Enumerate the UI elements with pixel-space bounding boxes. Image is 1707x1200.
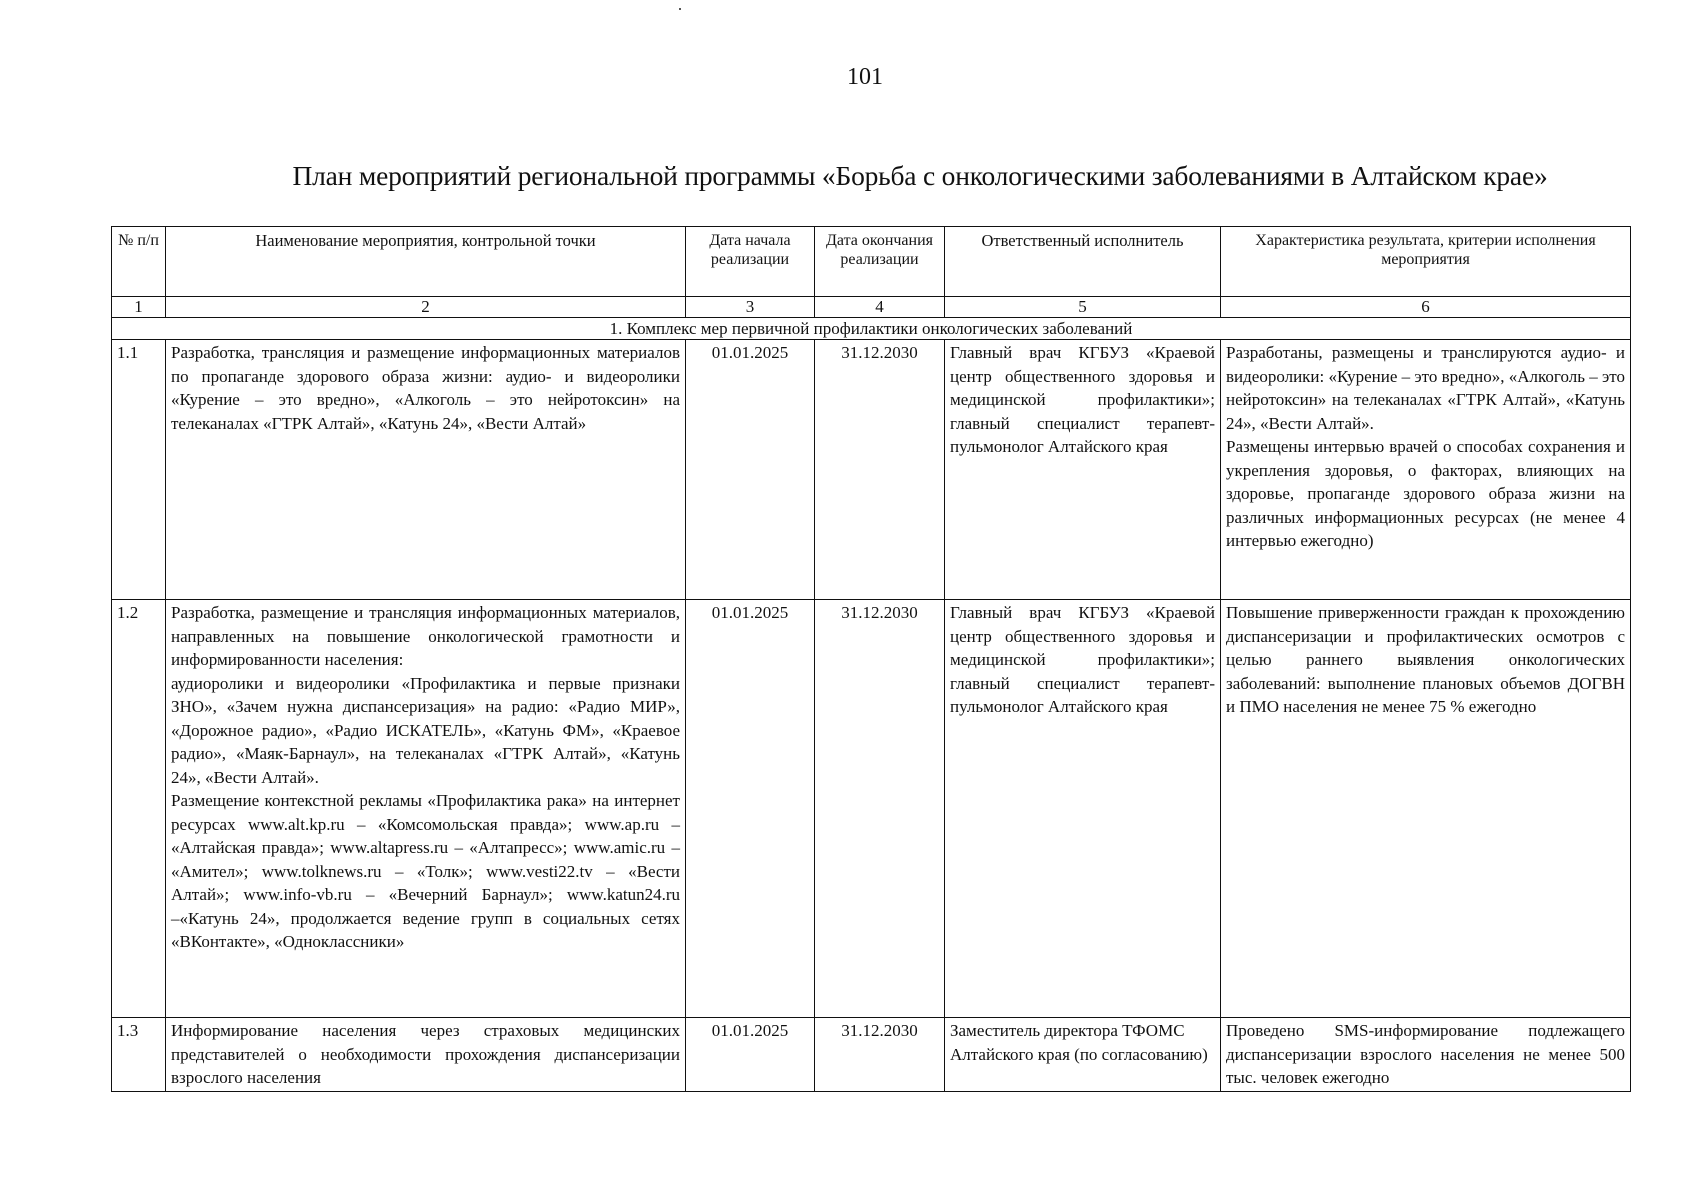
row-number: 1.2	[112, 600, 166, 1018]
table-row	[112, 340, 1631, 600]
start-date: 01.01.2025	[686, 1018, 815, 1092]
column-number: 3	[686, 297, 815, 318]
table-header-row	[112, 227, 1631, 297]
column-number: 5	[945, 297, 1221, 318]
header-num: № п/п	[112, 227, 166, 297]
result-paragraph: Размещены интервью врачей о способах сохранения и укрепления здоровья, о факторах, влияющих на здоровье, пропаганде здорового образа жизни на различных информационных ресурсах (не менее 4 интервью ежегодно)	[1226, 437, 1625, 550]
row-number: 1.1	[112, 340, 166, 600]
table-row	[112, 1018, 1631, 1092]
row-number: 1.3	[112, 1018, 166, 1092]
column-number-row	[112, 297, 1631, 318]
section-title: 1. Комплекс мер первичной профилактики онкологических заболеваний	[112, 318, 1631, 340]
end-date: 31.12.2030	[815, 600, 945, 1018]
column-number: 6	[1221, 297, 1631, 318]
end-date: 31.12.2030	[815, 1018, 945, 1092]
responsible-executor: Главный врач КГБУЗ «Краевой центр общественного здоровья и медицинской профилактики»; главный специалист терапевт-пульмонолог Алтайского края	[945, 600, 1221, 1018]
scan-speck	[679, 8, 681, 10]
result-description: Повышение приверженности граждан к прохождению диспансеризации и профилактических осмотров с целью раннего выявления онкологических заболеваний: выполнение плановых объемов ДОГВН и ПМО населения не менее 75 % ежегодно	[1221, 600, 1631, 1018]
activity-name: Информирование населения через страховых медицинских представителей о необходимости прохождения диспансеризации взрослого населения	[166, 1018, 686, 1092]
activity-name: Разработка, трансляция и размещение информационных материалов по пропаганде здорового образа жизни: аудио- и видеоролики «Курение – это вредно», «Алкоголь – это нейротоксин» на телеканалах «ГТРК Алтай», «Катунь 24», «Вести Алтай»	[166, 340, 686, 600]
page-number: 101	[847, 64, 883, 90]
column-number: 2	[166, 297, 686, 318]
table-row	[112, 600, 1631, 1018]
section-row	[112, 318, 1631, 340]
end-date: 31.12.2030	[815, 340, 945, 600]
responsible-executor: Заместитель директора ТФОМС Алтайского края (по согласованию)	[945, 1018, 1221, 1092]
result-description	[1221, 340, 1631, 600]
header-end-date: Дата окончания реализации	[815, 227, 945, 297]
document-title: План мероприятий региональной программы «Борьба с онкологическими заболеваниями в Алтайском крае»	[292, 160, 1548, 191]
activity-paragraph: Размещение контекстной рекламы «Профилактика рака» на интернет ресурсах www.alt.kp.ru – «Комсомольская правда»; www.ap.ru – «Алтайская правда»; www.altapress.ru – «Алтапресс»; www.amic.ru – «Амител»; www.tolknews.ru – «Толк»; www.vesti22.tv – «Вести Алтай»; www.info-vb.ru – «Вечерний Барнаул»; www.katun24.ru –«Катунь 24», продолжается ведение групп в социальных сетях «ВКонтакте», «Одноклассники»	[171, 791, 680, 951]
header-responsible: Ответственный исполнитель	[945, 227, 1221, 297]
activity-paragraph: аудиоролики и видеоролики «Профилактика и первые признаки ЗНО», «Зачем нужна диспансеризация» на радио: «Радио МИР», «Дорожное радио», «Радио ИСКАТЕЛЬ», «Катунь ФМ», «Краевое радио», «Маяк-Барнаул», на телеканалах «ГТРК Алтай», «Катунь 24», «Вести Алтай».	[171, 673, 680, 787]
activity-name	[166, 600, 686, 1018]
start-date: 01.01.2025	[686, 340, 815, 600]
column-number: 4	[815, 297, 945, 318]
responsible-executor: Главный врач КГБУЗ «Краевой центр общественного здоровья и медицинской профилактики»; главный специалист терапевт-пульмонолог Алтайского края	[945, 340, 1221, 600]
start-date: 01.01.2025	[686, 600, 815, 1018]
result-description: Проведено SMS-информирование подлежащего диспансеризации взрослого населения не менее 500 тыс. человек ежегодно	[1221, 1018, 1631, 1092]
header-name: Наименование мероприятия, контрольной точки	[166, 227, 686, 297]
header-start-date: Дата начала реализации	[686, 227, 815, 297]
result-paragraph: Разработаны, размещены и транслируются аудио- и видеоролики: «Курение – это вредно», «Алкоголь – это нейротоксин» на телеканалах «ГТРК Алтай», «Катунь 24», «Вести Алтай».	[1226, 343, 1625, 433]
activity-paragraph: Разработка, размещение и трансляция информационных материалов, направленных на повышение онкологической грамотности и информированности населения:	[171, 603, 680, 669]
column-number: 1	[112, 297, 166, 318]
header-result: Характеристика результата, критерии исполнения мероприятия	[1221, 227, 1631, 297]
plan-table	[111, 226, 1631, 1092]
